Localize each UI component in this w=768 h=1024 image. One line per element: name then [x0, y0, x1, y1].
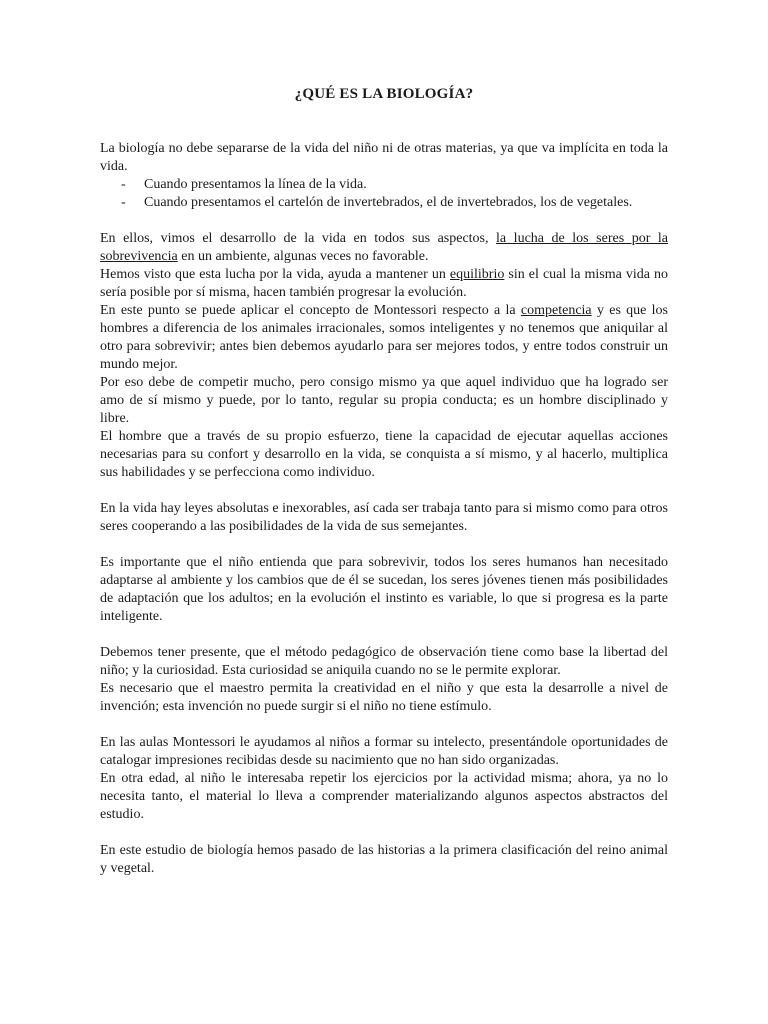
paragraph-laws: En la vida hay leyes absolutas e inexorables, así cada ser trabaja tanto para si mismo como para otros seres cooperando a las posibilidades de la vida de sus semejantes.: [100, 501, 668, 534]
bullet-list: [100, 176, 668, 212]
text-run: En ellos, vimos el desarrollo de la vida en todos sus aspectos,: [100, 231, 497, 246]
paragraph-spacer: [100, 824, 668, 842]
list-item: [100, 176, 668, 194]
underlined-phrase: la lucha de los seres por la sobrevivencia: [100, 231, 668, 264]
paragraph-self-competition: Por eso debe de competir mucho, pero consigo mismo ya que aquel individuo que ha logrado ser amo de sí mismo y puede, por lo tanto, regular su propia conducta; es un hombre disciplinado y libre.: [100, 375, 668, 426]
underlined-phrase: equilibrio: [449, 267, 505, 282]
paragraph-self-effort: El hombre que a través de su propio esfuerzo, tiene la capacidad de ejecutar aquellas acciones necesarias para su confort y desarrollo en la vida, se conquista a sí mismo, y al hacerlo, multiplica sus habilidades y se perfecciona como individuo.: [100, 429, 668, 480]
text-run: y es que los hombres a diferencia de los animales irracionales, somos inteligentes y no tenemos que aniquilar al otro para sobrevivir; antes bien debemos ayudarlo para ser mejores todos, y entre todos construir un mundo mejor.: [100, 303, 669, 372]
document-body: [100, 140, 668, 878]
dash-marker: -: [121, 177, 126, 192]
paragraph-conclusion: En este estudio de biología hemos pasado de las historias a la primera clasificación del reino animal y vegetal.: [100, 843, 668, 876]
paragraph-struggle: [100, 230, 668, 266]
list-item: [100, 194, 668, 212]
text-run: Hemos visto que esta lucha por la vida, ayuda a mantener un: [100, 267, 450, 282]
paragraph-creativity: Es necesario que el maestro permita la creatividad en el niño y que esta la desarrolle a nivel de invención; esta invención no puede surgir si el niño no tiene estímulo.: [100, 681, 668, 714]
paragraph-other-age: En otra edad, al niño le interesaba repetir los ejercicios por la actividad misma; ahora, ya no lo necesita tanto, el material lo lleva a comprender materializando algunos aspectos abstractos del estudio.: [100, 771, 668, 822]
text-run: en un ambiente, algunas veces no favorable.: [177, 249, 429, 264]
underlined-phrase: competencia: [520, 303, 592, 318]
intro-paragraph: La biología no debe separarse de la vida del niño ni de otras materias, ya que va implícita en toda la vida.: [100, 141, 668, 174]
dash-marker: -: [121, 195, 126, 210]
text-run: En este punto se puede aplicar el concepto de Montessori respecto a la: [100, 303, 521, 318]
list-item-text: Cuando presentamos el cartelón de invertebrados, el de invertebrados, los de vegetales.: [144, 195, 633, 210]
paragraph-method: Debemos tener presente, que el método pedagógico de observación tiene como base la libertad del niño; y la curiosidad. Esta curiosidad se aniquila cuando no se le permite explorar.: [100, 645, 668, 678]
paragraph-spacer: [100, 626, 668, 644]
paragraph-adaptation: Es importante que el niño entienda que para sobrevivir, todos los seres humanos han necesitado adaptarse al ambiente y los cambios que de él se sucedan, los seres jóvenes tienen más posibilidades de adaptación que los adultos; en la evolución el instinto es variable, lo que si progresa es la parte inteligente.: [100, 555, 668, 624]
paragraph-competition: [100, 302, 668, 374]
paragraph-spacer: [100, 716, 668, 734]
paragraph-equilibrium: [100, 266, 668, 302]
list-item-text: Cuando presentamos la línea de la vida.: [144, 177, 367, 192]
document-title: ¿QUÉ ES LA BIOLOGÍA?: [294, 86, 474, 102]
paragraph-spacer: [100, 212, 668, 230]
text-run: sin el cual la misma vida no sería posible por sí misma, hacen también progresar la evolución.: [100, 267, 669, 300]
paragraph-spacer: [100, 536, 668, 554]
paragraph-classrooms: En las aulas Montessori le ayudamos al niños a formar su intelecto, presentándole oportunidades de catalogar impresiones recibidas desde su nacimiento que no han sido organizadas.: [100, 735, 668, 768]
paragraph-spacer: [100, 482, 668, 500]
